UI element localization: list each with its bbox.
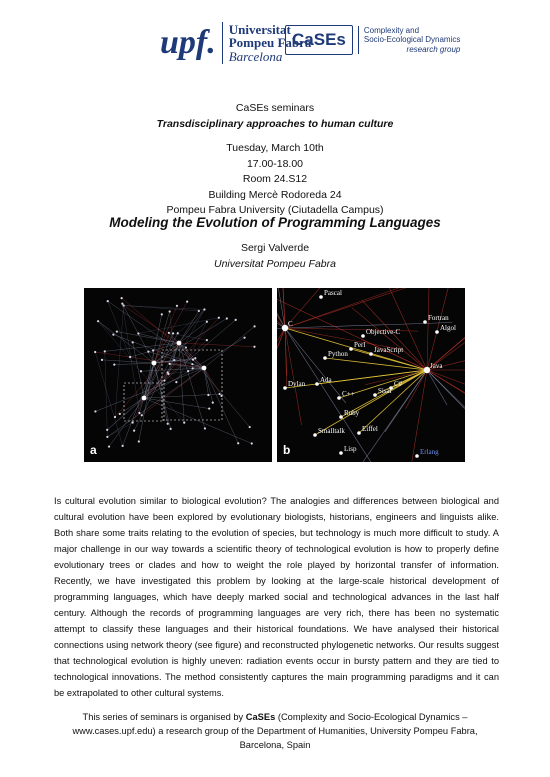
abstract-paragraph: Is cultural evolution similar to biological evolution? The analogies and differences between biological and cultural evolution have been explored by evolutionary biologists, historians, engineers and linguists alike. Both share some traits relating to the evolution of species, but technology is much more difficult to study. A major challenge in our way towards a scientific theory of technological evolution is how to properly define evolutionary trees or clades and how to weight the role played by horizontal transfer of information. Recently, we have investigated this problem by looking at the large-scale historical development of programming languages, which have deeply marked social and technological advances in the last half century. Although the records of programming languages are very rich, there has been no systematic attempt to classify these languages and their historical foundations. We have analysed their historical connections using network theory (see figure) and reconstructed phylogenetic networks. Our results suggest that technological evolution is highly uneven: radiation events occur in bursty pattern and they are tied to technological innovations. The method consistently captures the main programming paradigms and it can be extrapolated to other cultural systems. (54, 496, 499, 698)
cases-logo (285, 25, 460, 55)
node-label: Erlang (420, 448, 439, 456)
footer-note (55, 710, 495, 752)
footer-rest: (Complexity and Socio-Ecological Dynamics – www.cases.upf.edu) a research group of the Department of Humanities, University Pompeu Fabra, Barcelona, Spain (72, 712, 478, 750)
upf-logo-mark: upf. (160, 22, 223, 64)
node-label: Sisal (378, 387, 392, 395)
series-subtitle: Transdisciplinary approaches to human culture (156, 117, 394, 130)
cases-logo-mark: CaSEs (285, 25, 353, 55)
node-label: Objective-C (366, 328, 401, 336)
node-label: Ada (320, 376, 332, 384)
event-details (0, 141, 550, 219)
panel-a-label: a (90, 443, 97, 457)
node-label: Pascal (324, 289, 342, 297)
talk-title: Modeling the Evolution of Programming Languages (109, 215, 441, 230)
node-label: Ruby (344, 409, 360, 417)
cases-logo-line1: Complexity and (363, 25, 420, 35)
node-label: C# (394, 380, 403, 388)
figure-panel-a (84, 288, 272, 462)
network-graph-overview (84, 288, 272, 462)
node-label: Fortran (428, 314, 449, 322)
cases-logo-line3: research group (406, 44, 461, 54)
node-label: Perl (354, 341, 366, 349)
upf-logo-line1: Universitat (228, 21, 291, 37)
cases-logo-text (358, 26, 460, 55)
upf-logo-line3: Barcelona (228, 48, 283, 64)
event-building: Building Mercè Rodoreda 24 (208, 188, 342, 201)
speaker-affiliation: Universitat Pompeu Fabra (214, 257, 336, 270)
figure-panel-b (277, 288, 465, 462)
panel-b-label: b (283, 443, 291, 457)
speaker-block (0, 241, 550, 272)
event-date: Tuesday, March 10th (226, 142, 324, 154)
node-label: Lisp (344, 445, 357, 453)
footer-org: CaSEs (245, 712, 276, 722)
node-label: Smalltalk (318, 427, 345, 435)
node-label: Eiffel (362, 425, 378, 433)
node-label: Java (430, 362, 443, 370)
node-label: Algol (440, 324, 456, 332)
event-time: 17.00-18.00 (246, 157, 304, 170)
node-label: Dylan (288, 380, 306, 388)
event-campus: Pompeu Fabra University (Ciutadella Campus) (166, 204, 384, 216)
footer-prefix: This series of seminars is organised by (82, 712, 246, 722)
header-logos (0, 22, 550, 74)
network-graph-zoom (277, 288, 465, 462)
seminar-series (0, 101, 550, 132)
event-room: Room 24.S12 (242, 173, 308, 185)
node-label: C++ (342, 390, 355, 398)
upf-logo-line2: Pompeu Fabra (228, 35, 312, 51)
node-label: JavaScript (374, 346, 404, 354)
speaker-name: Sergi Valverde (240, 242, 310, 254)
series-title: CaSEs seminars (235, 102, 315, 114)
network-figure (84, 288, 465, 462)
node-label: Python (328, 350, 348, 358)
node-label: C (288, 320, 293, 328)
cases-logo-line2: Socio-Ecological Dynamics (363, 35, 461, 45)
